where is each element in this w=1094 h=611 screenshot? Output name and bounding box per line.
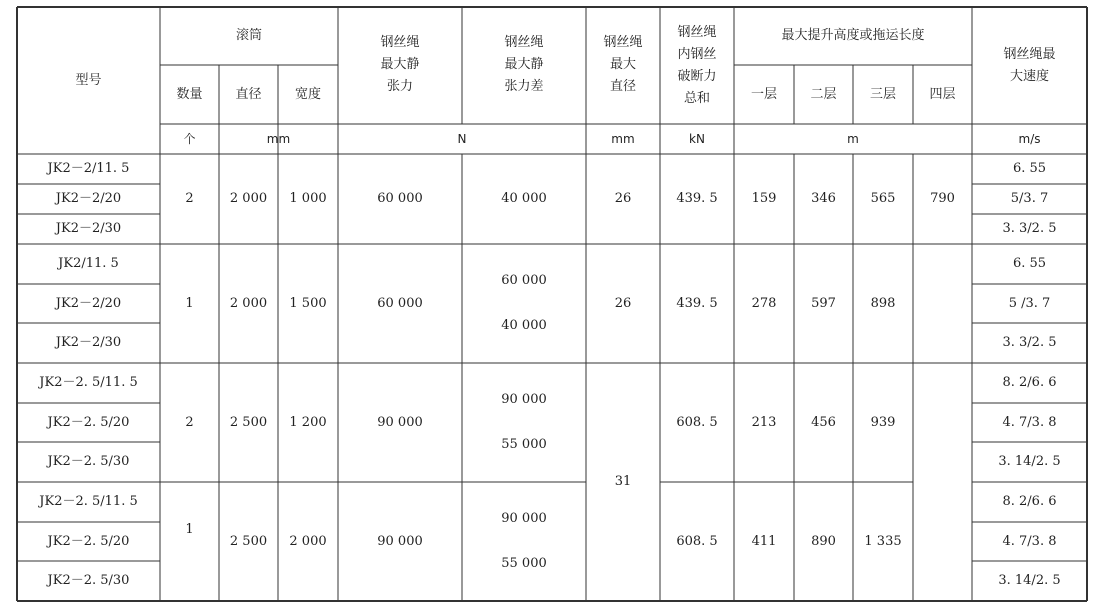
group-4-tension-diff-upper: 90 000 [501,510,547,526]
model-cell: JK2－2. 5/11. 5 [39,494,138,509]
header-layer-1: 一层 [750,86,777,102]
group-3-quantity: 2 [185,414,194,430]
unit-quantity: 个 [183,132,196,146]
speed-cell: 4. 7/3. 8 [1002,414,1057,430]
group-1-layer-3: 565 [870,191,896,206]
unit-rope-diameter: mm [611,132,635,146]
speed-cell: 6. 55 [1012,161,1047,176]
header-drum-diameter: 直径 [235,86,262,102]
speed-cell: 8. 2/6. 6 [1002,375,1057,390]
group-2-tension-diff-lower: 40 000 [501,318,547,334]
speed-cell: 5/3. 7 [1010,191,1049,206]
group-3-4-rope-diameter: 31 [614,474,632,489]
header-rope-max-speed-line-2: 大速度 [1009,68,1049,84]
header-max-static-tension-diff-line-1: 钢丝绳 [504,35,544,50]
group-3-breaking-force: 608. 5 [676,414,718,430]
header-max-static-tension-line-1: 钢丝绳 [380,35,420,50]
header-drum: 滚筒 [235,28,262,43]
model-cell: JK2－2. 5/20 [47,414,130,430]
group-3-width: 1 200 [289,414,327,430]
header-drum-quantity: 数量 [176,86,203,102]
model-cell: JK2－2/30 [55,335,122,350]
model-cell: JK2－2/20 [55,295,122,311]
group-3-tension: 90 000 [377,414,423,430]
group-1-tension-diff: 40 000 [501,191,547,206]
group-4-quantity: 1 [185,522,194,537]
group-1-layer-2: 346 [811,191,836,206]
header-rope-max-speed-line-1: 钢丝绳最 [1003,46,1056,62]
group-2-layer-2: 597 [811,295,836,311]
model-cell: JK2－2. 5/30 [47,454,130,469]
header-max-static-tension-line-2: 最大静 [380,57,420,72]
header-breaking-force-line-2: 内钢丝 [677,46,717,62]
speed-cell: 3. 14/2. 5 [998,454,1061,469]
speed-cell: 8. 2/6. 6 [1002,494,1057,509]
group-2-tension: 60 000 [377,295,423,311]
group-4-tension: 90 000 [377,533,423,549]
speed-cell: 4. 7/3. 8 [1002,533,1057,549]
group-1-quantity: 2 [185,191,194,206]
model-cell: JK2－2/20 [55,191,122,206]
unit-drum-size: mm [266,132,291,146]
group-4-tension-diff [462,482,586,601]
header-max-static-tension-diff-line-3: 张力差 [504,79,544,94]
group-3-layer-2: 456 [811,414,836,430]
header-breaking-force-line-3: 破断力 [677,68,717,84]
group-1-rope-diameter: 26 [614,191,632,206]
group-4-tension-diff-lower: 55 000 [501,556,547,572]
group-3-layer-3: 939 [870,414,896,430]
group-1-tension: 60 000 [377,191,423,206]
model-cell: JK2－2. 5/11. 5 [39,375,138,390]
speed-cell: 5 /3. 7 [1008,295,1051,311]
header-rope-max-diameter-line-2: 最大 [609,57,636,72]
header-model: 型号 [75,72,102,88]
model-cell: JK2－2. 5/20 [47,533,130,549]
header-breaking-force-line-1: 钢丝绳 [677,24,717,40]
group-1-breaking-force: 439. 5 [676,191,718,206]
header-breaking-force-line-4: 总和 [683,90,710,106]
group-2-breaking-force: 439. 5 [676,295,718,311]
speed-cell: 3. 14/2. 5 [998,573,1061,588]
header-layer-3: 三层 [869,86,896,102]
group-1-diameter: 2 000 [229,191,268,206]
group-2-tension-diff-upper: 60 000 [501,272,547,288]
group-2-quantity: 1 [185,295,194,311]
group-3-tension-diff [462,363,586,482]
header-rope-max-diameter-line-1: 钢丝绳 [603,35,643,50]
model-cell: JK2/11. 5 [58,256,119,271]
group-4-layer-3: 1 335 [864,533,902,549]
header-max-static-tension-diff-line-2: 最大静 [504,57,544,72]
speed-cell: 3. 3/2. 5 [1002,335,1057,350]
speed-cell: 6. 55 [1012,256,1047,271]
header-drum-width: 宽度 [294,86,321,102]
model-cell: JK2－2/11. 5 [47,161,130,176]
model-cell: JK2－2. 5/30 [47,573,130,588]
speed-cell: 3. 3/2. 5 [1002,221,1057,236]
header-max-static-tension-line-3: 张力 [386,79,413,94]
header-rope-max-diameter-line-3: 直径 [609,79,636,94]
header-max-lift-height: 最大提升高度或拖运长度 [781,28,925,43]
group-2-layer-1: 278 [751,295,777,311]
unit-breaking-force: kN [689,132,705,146]
header-rope-max-diameter [586,7,660,124]
header-rope-breaking-force-sum [660,7,734,124]
group-2-width: 1 500 [289,295,327,311]
unit-length: m [847,132,859,146]
group-1-width: 1 000 [289,191,327,206]
unit-tension: N [457,132,467,146]
group-1-layer-1: 159 [751,191,777,206]
group-4-layer-1: 411 [751,533,777,549]
header-rope-max-speed [972,7,1087,124]
group-4-width: 2 000 [289,533,327,549]
header-max-static-tension-diff [462,7,586,124]
group-2-layer-3: 898 [870,295,896,311]
group-3-layer-1: 213 [751,414,777,430]
header-layer-2: 二层 [810,86,837,102]
group-2-diameter: 2 000 [229,295,268,311]
group-2-rope-diameter: 26 [614,295,632,311]
model-cell: JK2－2/30 [55,221,122,236]
header-max-static-tension [338,7,462,124]
group-3-diameter: 2 500 [229,414,268,430]
header-layer-4: 四层 [929,86,956,102]
group-4-diameter: 2 500 [229,533,268,549]
group-4-layer-2: 890 [811,533,836,549]
group-3-tension-diff-upper: 90 000 [501,391,547,407]
group-4-breaking-force: 608. 5 [676,533,718,549]
group-3-tension-diff-lower: 55 000 [501,437,547,453]
group-1-layer-4: 790 [930,191,955,206]
group-2-tension-diff [462,244,586,363]
unit-speed: m/s [1018,132,1041,146]
